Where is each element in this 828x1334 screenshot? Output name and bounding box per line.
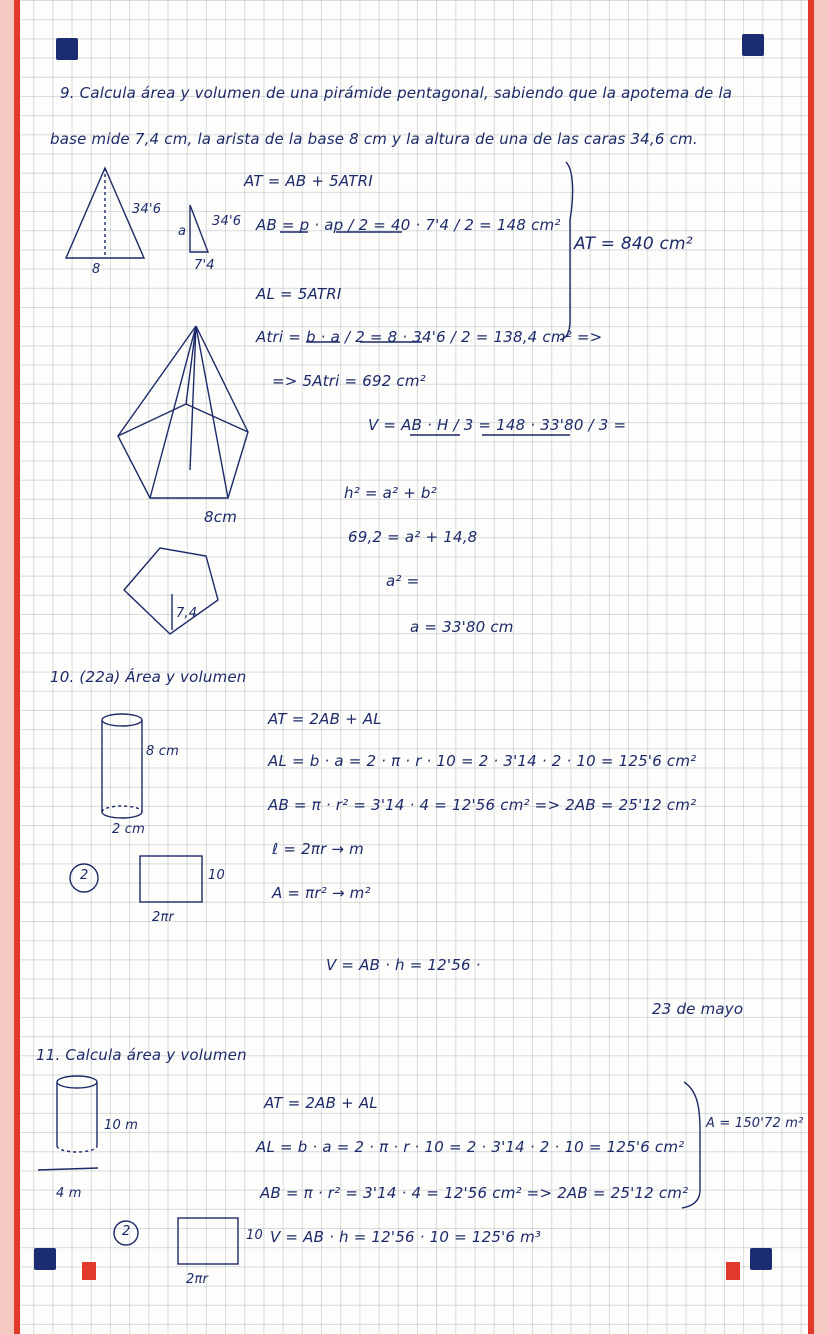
circle10-label: 2 <box>80 868 89 883</box>
pentagon-drawing <box>124 548 218 634</box>
result-at-11: A = 150'72 m² <box>706 1116 804 1131</box>
rectangle-drawing-11 <box>178 1218 238 1264</box>
eq-ab-10: AB = π · r² = 3'14 · 4 = 12'56 cm² => 2AB = 25'12 cm² <box>268 796 697 814</box>
circle11-label: 2 <box>122 1224 131 1239</box>
eq-volume-10: V = AB · h = 12'56 · <box>326 956 481 974</box>
eq-5atri-9: => 5Atri = 692 cm² <box>272 372 426 390</box>
eq-al-10: AL = b · a = 2 · π · r · 10 = 2 · 3'14 · 2 · 10 = 125'6 cm² <box>268 752 697 770</box>
eq-at-11: AT = 2AB + AL <box>264 1094 378 1112</box>
eq-area-10: A = πr² → m² <box>272 884 371 902</box>
eq-ab-9: AB = p · ap / 2 = 40 · 7'4 / 2 = 148 cm² <box>256 216 561 234</box>
cyl11-base-label: 4 m <box>56 1186 82 1201</box>
rectangle-drawing-10 <box>140 856 202 902</box>
eq-a-9: a = 33'80 cm <box>410 618 514 636</box>
problem9-statement-line2: base mide 7,4 cm, la arista de la base 8 cm y la altura de una de las caras 34,6 cm. <box>50 130 698 148</box>
rect10-bottom-label: 2πr <box>152 910 175 925</box>
problem10-title: 10. (22a) Área y volumen <box>50 668 247 686</box>
pyramid-edge-label: 8cm <box>204 508 238 526</box>
pentagon-apothem-label: 7,4 <box>176 606 198 621</box>
rect11-side-label: 10 <box>246 1228 263 1243</box>
cyl10-radius-label: 2 cm <box>112 822 146 837</box>
cyl11-height-label: 10 m <box>104 1118 139 1133</box>
eq-ab-11: AB = π · r² = 3'14 · 4 = 12'56 cm² => 2AB = 25'12 cm² <box>260 1184 689 1202</box>
eq-l-10: ℓ = 2πr → m <box>272 840 364 858</box>
eq-al-11: AL = b · a = 2 · π · r · 10 = 2 · 3'14 · 2 · 10 = 125'6 cm² <box>256 1138 685 1156</box>
problem9-statement-line1: 9. Calcula área y volumen de una pirámide pentagonal, sabiendo que la apotema de la <box>60 84 733 102</box>
result-at-9: AT = 840 cm² <box>574 234 693 254</box>
date-label: 23 de mayo <box>652 1000 744 1018</box>
tri-base-label: 8 <box>92 262 101 277</box>
rect11-bottom-label: 2πr <box>186 1272 209 1287</box>
brace-problem9 <box>560 162 573 340</box>
small-triangle-drawing <box>190 205 208 252</box>
pyramid-drawing <box>118 326 248 498</box>
eq-volume-11: V = AB · h = 12'56 · 10 = 125'6 m³ <box>270 1228 542 1246</box>
eq-atri-9: Atri = b · a / 2 = 8 · 34'6 / 2 = 138,4 cm² => <box>256 328 603 346</box>
cyl10-height-label: 8 cm <box>146 744 180 759</box>
eq-h2-9: h² = a² + b² <box>344 484 437 502</box>
rect10-side-label: 10 <box>208 868 225 883</box>
cylinder-drawing-11 <box>38 1076 98 1170</box>
eq-at-9: AT = AB + 5ATRI <box>244 172 373 190</box>
eq-volume-9: V = AB · H / 3 = 148 · 33'80 / 3 = <box>368 416 627 434</box>
problem11-title: 11. Calcula área y volumen <box>36 1046 247 1064</box>
small-tri-base-label: 7'4 <box>194 258 215 273</box>
tri-height-label: 34'6 <box>132 202 162 217</box>
eq-a2-9: a² = <box>386 572 420 590</box>
eq-al-9: AL = 5ATRI <box>256 285 342 303</box>
eq-69-9: 69,2 = a² + 14,8 <box>348 528 478 546</box>
cylinder-drawing-10 <box>102 714 142 818</box>
small-tri-height-label: 34'6 <box>212 214 242 229</box>
eq-at-10: AT = 2AB + AL <box>268 710 382 728</box>
small-tri-a-label: a <box>178 224 187 239</box>
